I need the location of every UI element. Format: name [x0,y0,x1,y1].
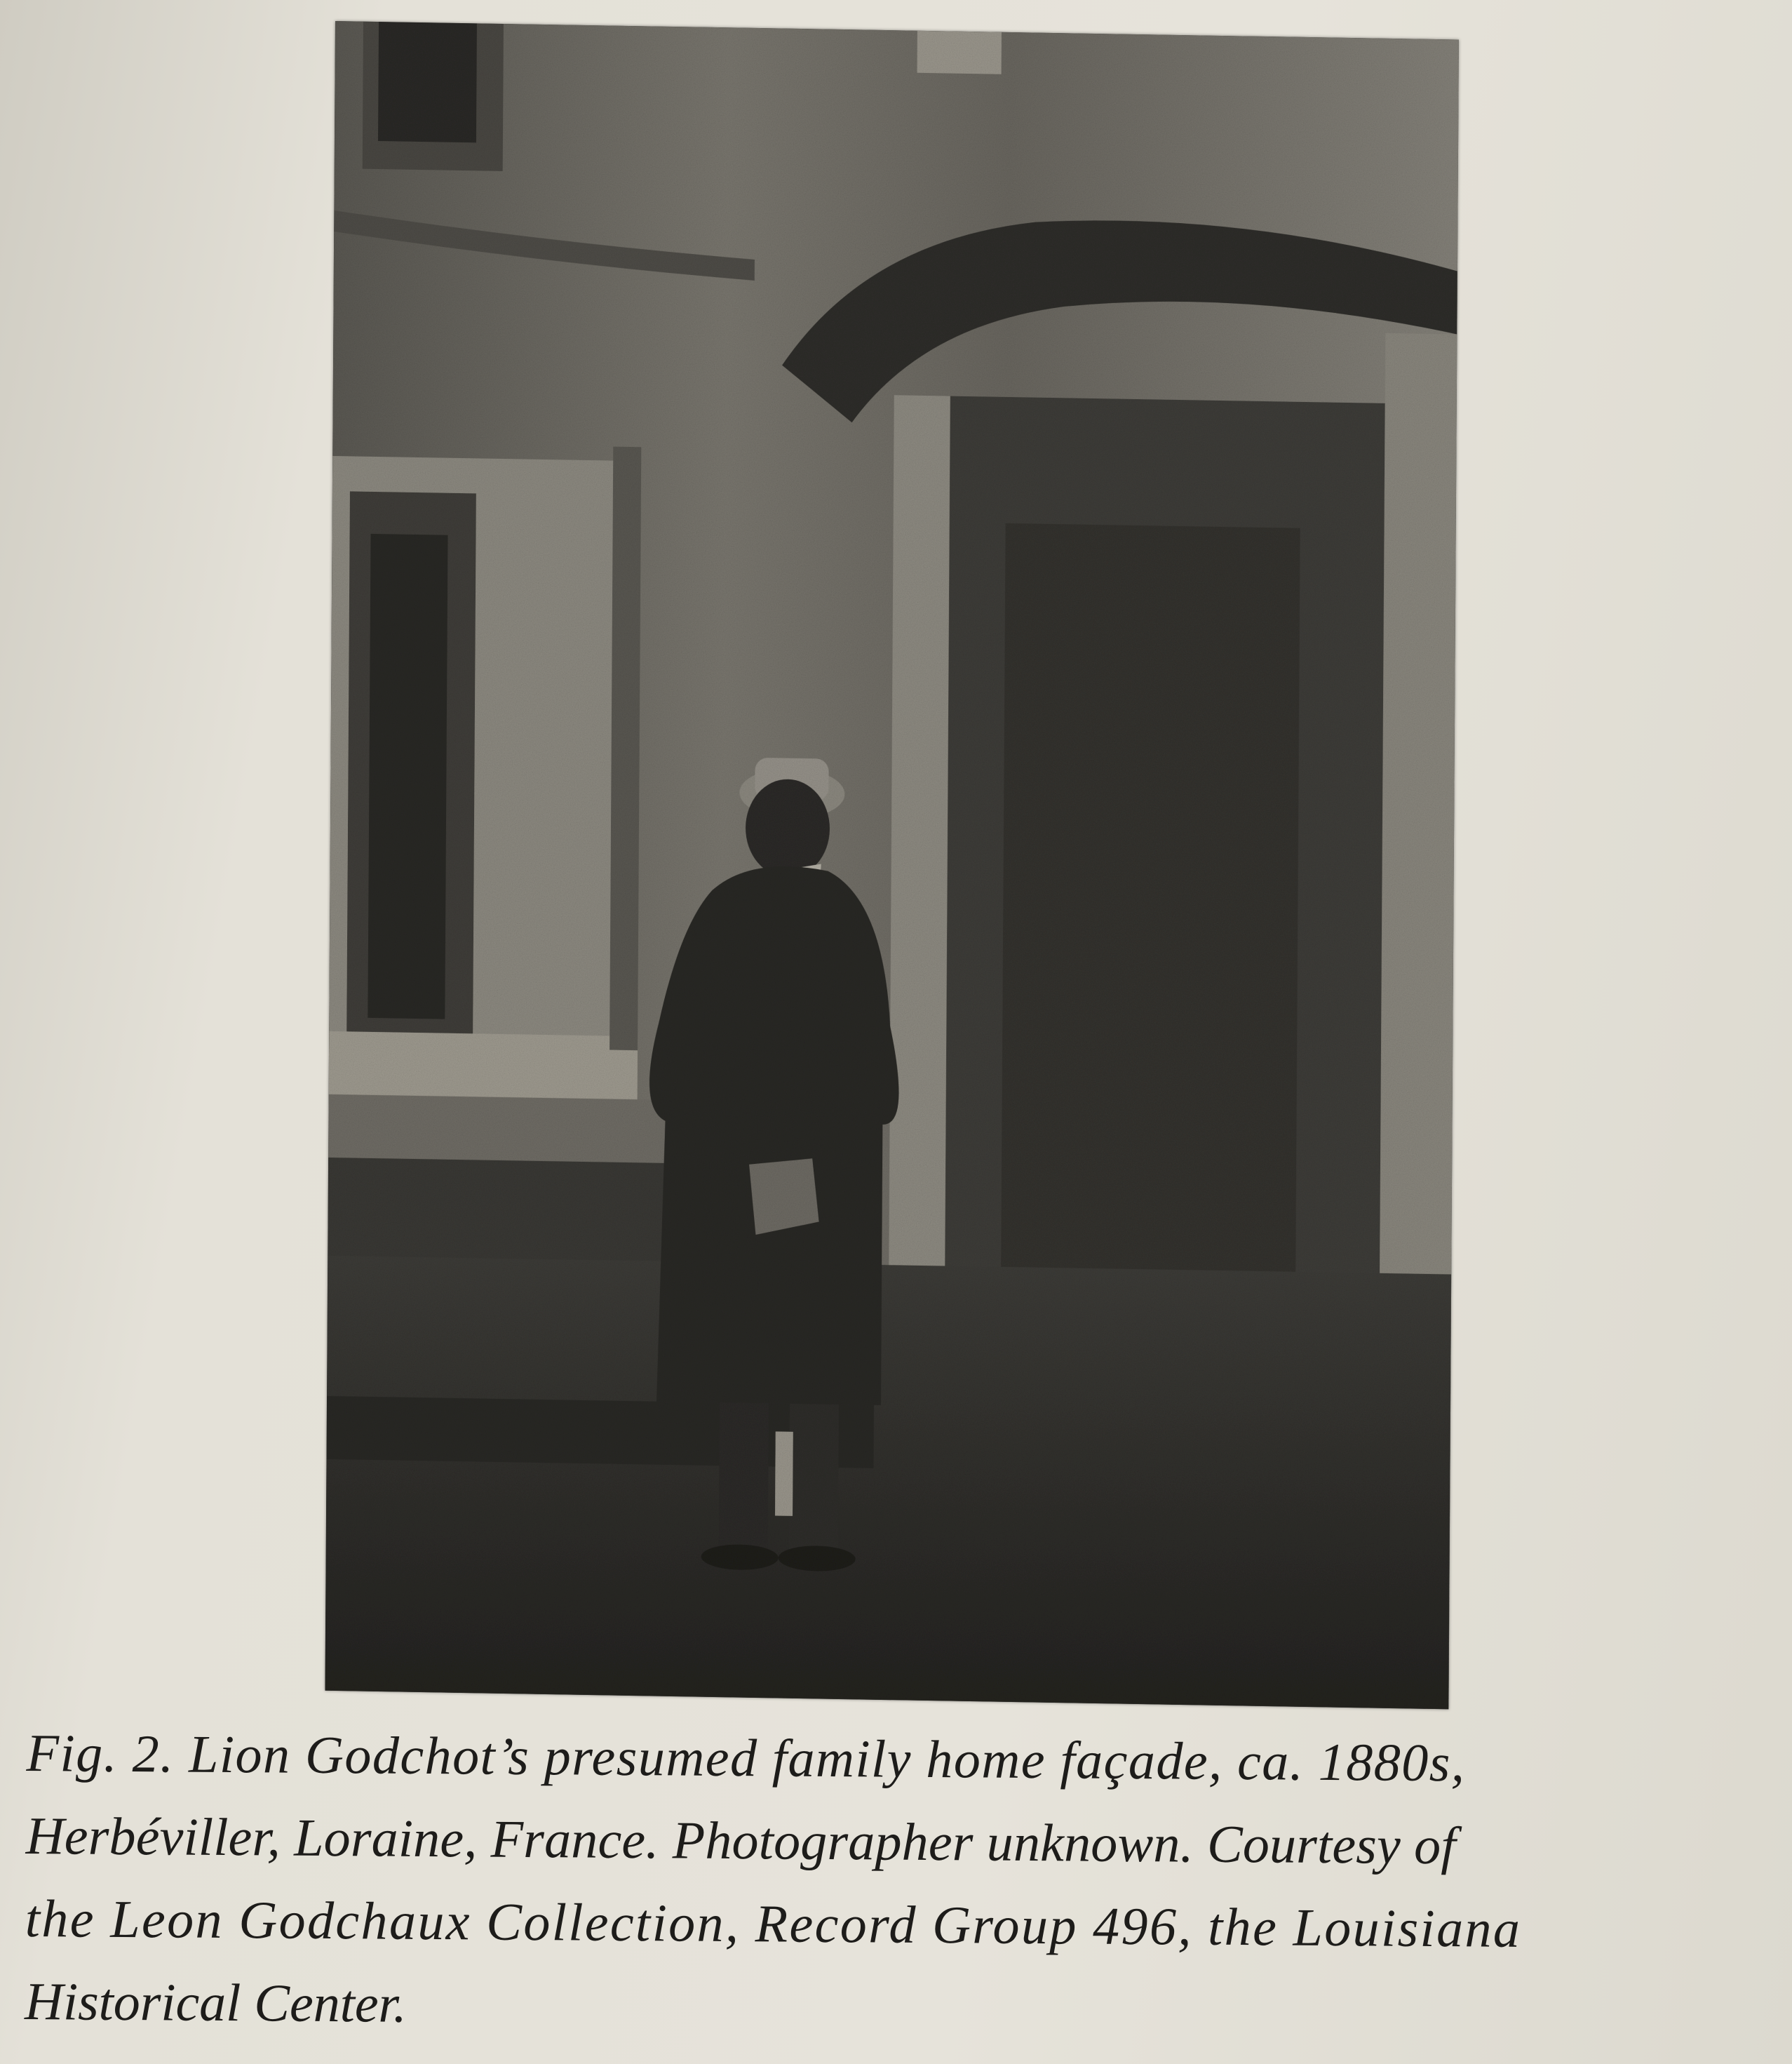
caption-line-2: Herbéviller, Loraine, France. Photographer unknown. Courtesy of [25,1806,1457,1876]
figure-caption [25,1712,1766,2055]
caption-line-1: Fig. 2. Lion Godchot’s presumed family home façade, ca. 1880s, [26,1723,1466,1793]
photograph-image [325,21,1459,1709]
historical-photograph [325,21,1459,1709]
caption-line-4: Historical Center. [24,1971,407,2034]
caption-line-3: the Leon Godchaux Collection, Record Group 496, the Louisiana [25,1889,1522,1959]
